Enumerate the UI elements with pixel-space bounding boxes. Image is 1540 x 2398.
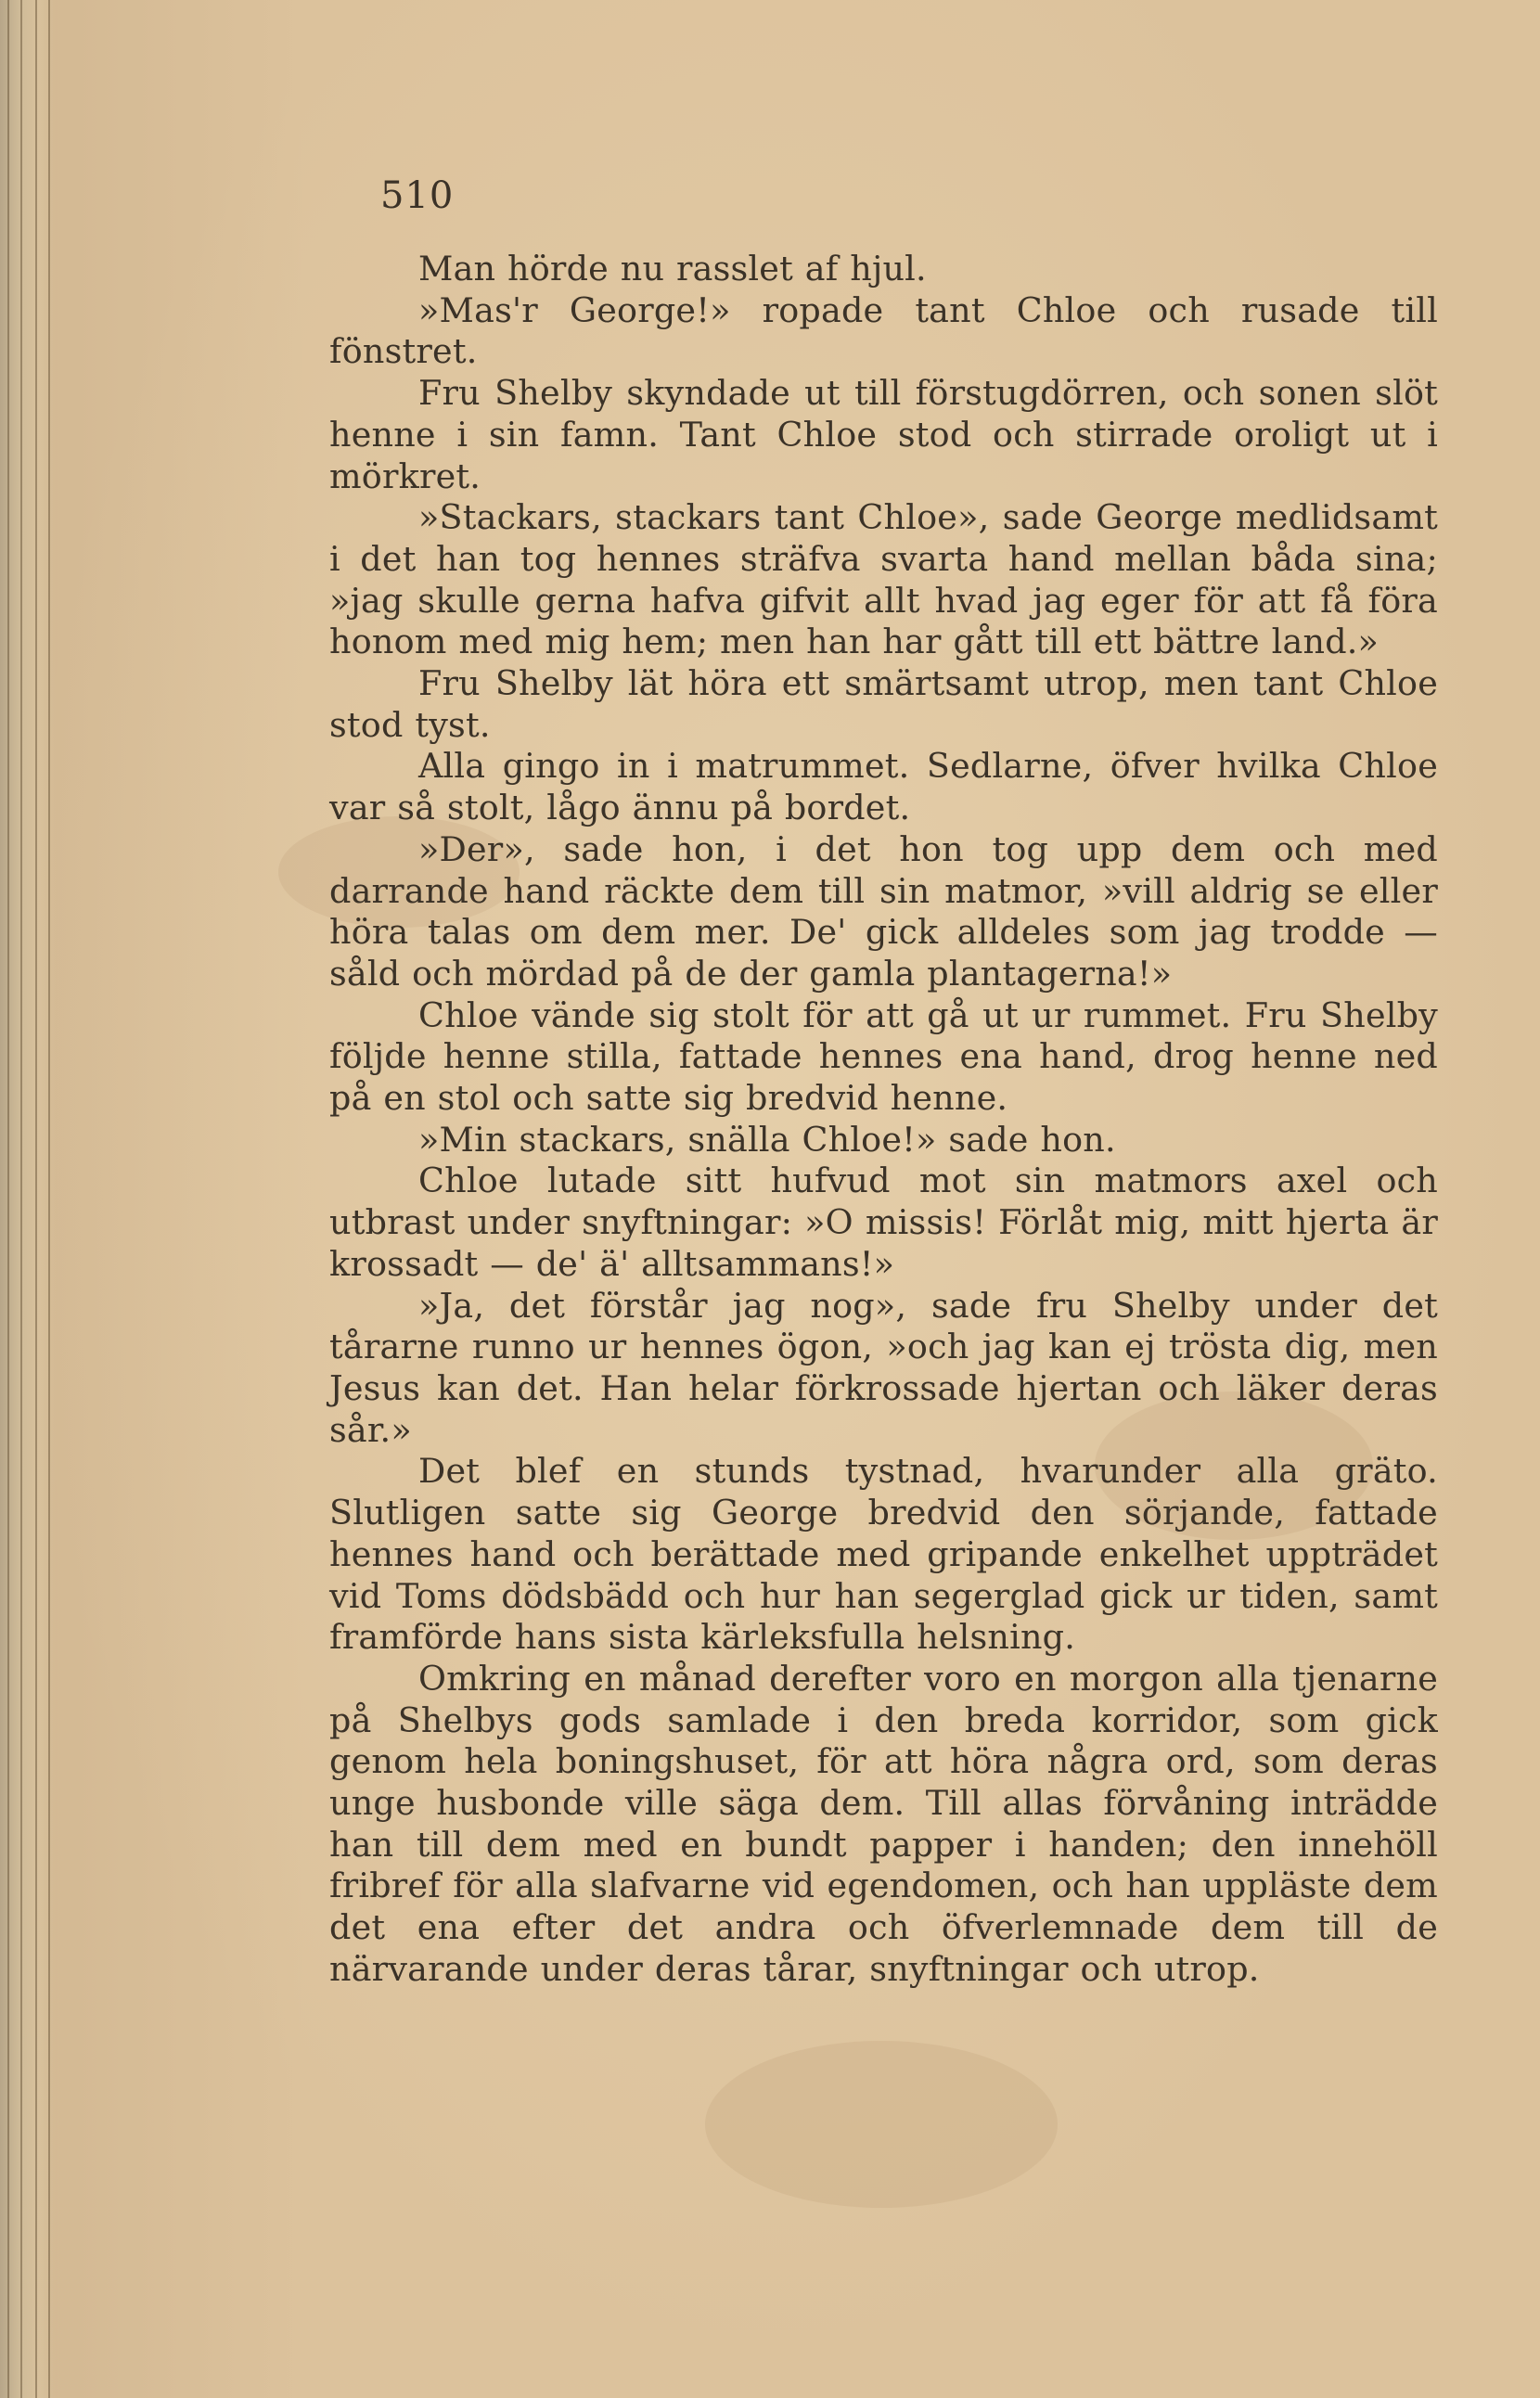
paragraph: »Min stackars, snälla Chloe!» sade hon.: [418, 1119, 1116, 1160]
paragraph: Omkring en månad derefter voro en morgon alla tjenarne på Shelbys gods samlade i den breda korridor, som gick genom hela boningshuset, för att höra några ord, som deras unge husbonde ville säga dem. Till allas förvåning inträdde han till dem med en bundt papper i handen; den innehöll fribref för alla slafvarne vid egendomen, och han uppläste dem det ena efter det andra och öfverlemnade dem till de närvarande under deras tårar, snyftningar och utrop.: [329, 1658, 1438, 1989]
paragraph: Fru Shelby skyndade ut till förstugdörren, och sonen slöt henne i sin famn. Tant Chloe stod och stirrade oroligt ut i mörkret.: [329, 373, 1438, 496]
paragraph: »Ja, det förstår jag nog», sade fru Shelby under det tårarne runno ur hennes ögon, »och jag kan ej trösta dig, men Jesus kan det. Han helar förkrossade hjertan och läker deras sår.»: [329, 1285, 1438, 1450]
paragraph: »Der», sade hon, i det hon tog upp dem och med darrande hand räckte dem till sin matmor, »vill aldrig se eller höra talas om dem mer. De' gick alldeles som jag trodde — såld och mördad på de der gamla plantagerna!»: [329, 828, 1438, 994]
paragraph: »Mas'r George!» ropade tant Chloe och rusade till fönstret.: [329, 289, 1438, 372]
paragraph: Det blef en stunds tystnad, hvarunder alla gräto. Slutligen satte sig George bredvid den sörjande, fattade hennes hand och berättade med gripande enkelhet uppträdet vid Toms dödsbädd och hur han segerglad gick ur tiden, samt framförde hans sista kärleksfulla helsning.: [329, 1451, 1438, 1658]
paragraph: Alla gingo in i matrummet. Sedlarne, öfver hvilka Chloe var så stolt, lågo ännu på bordet.: [329, 746, 1438, 828]
paragraph: Man hörde nu rasslet af hjul.: [418, 249, 927, 289]
paragraph: Chloe vände sig stolt för att gå ut ur rummet. Fru Shelby följde henne stilla, fattade hennes ena hand, drog henne ned på en stol och satte sig bredvid henne.: [329, 994, 1438, 1119]
paragraph: Chloe lutade sitt hufvud mot sin matmors axel och utbrast under snyftningar: »O missis! Förlåt mig, mitt hjerta är krossadt — de' ä' alltsammans!»: [329, 1161, 1438, 1284]
page-number: 510: [380, 174, 455, 217]
page-body-text: [329, 249, 1438, 1991]
paragraph: »Stackars, stackars tant Chloe», sade George medlidsamt i det han tog hennes sträfva svarta hand mellan båda sina; »jag skulle gerna hafva gifvit allt hvad jag eger för att få föra honom med mig hem; men han har gått till ett bättre land.»: [329, 497, 1438, 662]
paragraph: Fru Shelby lät höra ett smärtsamt utrop, men tant Chloe stod tyst.: [329, 663, 1438, 745]
